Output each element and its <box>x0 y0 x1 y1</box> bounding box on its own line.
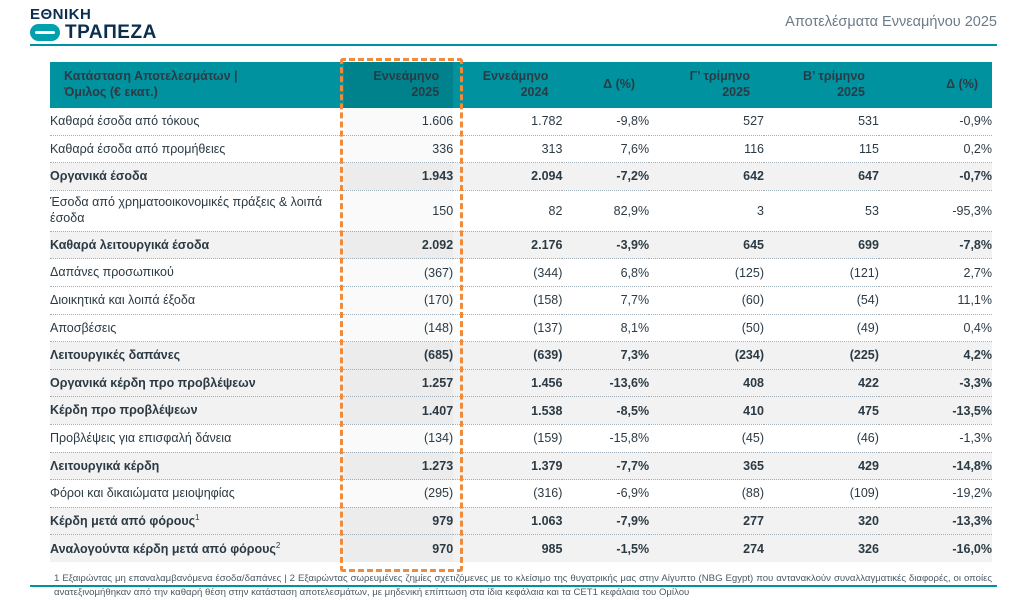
row-value: (121) <box>764 259 879 287</box>
row-value: 274 <box>649 535 764 562</box>
row-label: Κέρδη προ προβλέψεων <box>50 397 344 425</box>
column-header-statement <box>50 62 344 108</box>
row-value: 3 <box>649 190 764 231</box>
column-header-9m-2024 <box>453 62 562 108</box>
row-value: -7,7% <box>562 452 649 480</box>
row-value: 277 <box>649 507 764 535</box>
row-value: -13,3% <box>879 507 992 535</box>
page-title: Αποτελέσματα Εννεαμήνου 2025 <box>785 14 997 30</box>
nbg-logo <box>30 5 157 42</box>
column-header-q2-2025 <box>764 62 879 108</box>
row-value: 7,6% <box>562 135 649 163</box>
row-label: Έσοδα από χρηματοοικονομικές πράξεις & λοιπά έσοδα <box>50 190 344 231</box>
column-header-9m-2025-line1: Εννεάμηνο <box>373 69 440 84</box>
row-value: 82 <box>453 190 562 231</box>
row-value: (134) <box>344 424 453 452</box>
row-value: -7,2% <box>562 163 649 191</box>
row-value: 1.606 <box>344 108 453 135</box>
table-row <box>50 507 992 535</box>
row-value: 1.782 <box>453 108 562 135</box>
row-value: -9,8% <box>562 108 649 135</box>
row-value: -8,5% <box>562 397 649 425</box>
footnotes: 1 Εξαιρώντας μη επαναλαμβανόμενα έσοδα/δαπάνες | 2 Εξαιρώντας σωρευμένες ζημίες σχετιζόμενες με το κλείσιμο της θυγατρικής μας στην Αίγυπτο (NBG Egypt) που αντανακλούν συναλλαγματικές διαφορές, οι οποίες ανατεξινομήθηκαν από την καθαρή θέση στην κατάσταση αποτελεσμάτων, με μηδενική επίπτωση στα ίδια κεφάλαια και τα CET1 κεφάλαια του Ομίλου <box>54 572 992 598</box>
row-value: -1,3% <box>879 424 992 452</box>
table-row <box>50 135 992 163</box>
row-value: -3,3% <box>879 369 992 397</box>
row-value: (50) <box>649 314 764 342</box>
row-value: 8,1% <box>562 314 649 342</box>
row-label: Διοικητικά και λοιπά έξοδα <box>50 286 344 314</box>
row-label: Προβλέψεις για επισφαλή δάνεια <box>50 424 344 452</box>
row-value: (316) <box>453 480 562 508</box>
column-header-q3-2025-line1: Γ’ τρίμηνο <box>689 69 750 84</box>
row-value: 7,3% <box>562 342 649 370</box>
row-value: 6,8% <box>562 259 649 287</box>
row-value: (170) <box>344 286 453 314</box>
row-value: 7,7% <box>562 286 649 314</box>
logo-mark-icon <box>30 24 60 41</box>
row-value: -1,5% <box>562 535 649 562</box>
row-value: 1.943 <box>344 163 453 191</box>
row-label: Καθαρά έσοδα από τόκους <box>50 108 344 135</box>
row-value: 11,1% <box>879 286 992 314</box>
row-value: 320 <box>764 507 879 535</box>
column-header-q3-2025-line2: 2025 <box>722 85 750 99</box>
table-row <box>50 480 992 508</box>
row-value: 1.379 <box>453 452 562 480</box>
table-row <box>50 424 992 452</box>
row-value: 699 <box>764 231 879 259</box>
row-value: (60) <box>649 286 764 314</box>
row-value: 645 <box>649 231 764 259</box>
row-value: 313 <box>453 135 562 163</box>
row-value: 527 <box>649 108 764 135</box>
row-label: Καθαρά έσοδα από προμήθειες <box>50 135 344 163</box>
row-label: Οργανικά έσοδα <box>50 163 344 191</box>
row-value: -7,9% <box>562 507 649 535</box>
row-value: -16,0% <box>879 535 992 562</box>
logo-text-line2: ΤΡΑΠΕΖΑ <box>65 21 157 43</box>
row-value: 4,2% <box>879 342 992 370</box>
row-value: (158) <box>453 286 562 314</box>
table-row <box>50 369 992 397</box>
row-label: Δαπάνες προσωπικού <box>50 259 344 287</box>
row-value: (639) <box>453 342 562 370</box>
row-value: (367) <box>344 259 453 287</box>
logo-text-line1: ΕΘΝΙΚΗ <box>30 5 92 23</box>
row-value: 422 <box>764 369 879 397</box>
table-row <box>50 163 992 191</box>
row-value: -95,3% <box>879 190 992 231</box>
row-value: 150 <box>344 190 453 231</box>
row-value: (344) <box>453 259 562 287</box>
row-value: (685) <box>344 342 453 370</box>
row-value: 82,9% <box>562 190 649 231</box>
footer-divider <box>30 585 997 588</box>
financial-table-wrapper <box>50 62 992 562</box>
row-value: 647 <box>764 163 879 191</box>
row-value: 475 <box>764 397 879 425</box>
table-row <box>50 452 992 480</box>
column-header-delta-yoy <box>562 62 649 108</box>
row-value: (46) <box>764 424 879 452</box>
table-row <box>50 535 992 562</box>
column-header-delta-qoq-line1: Δ (%) <box>946 77 978 92</box>
row-value: (148) <box>344 314 453 342</box>
column-header-delta-yoy-line1: Δ (%) <box>603 77 636 92</box>
row-value: -6,9% <box>562 480 649 508</box>
row-value: -3,9% <box>562 231 649 259</box>
row-value: 2.092 <box>344 231 453 259</box>
row-value: -14,8% <box>879 452 992 480</box>
header-divider <box>30 44 997 47</box>
row-value: 0,4% <box>879 314 992 342</box>
row-value: (45) <box>649 424 764 452</box>
row-value: -19,2% <box>879 480 992 508</box>
column-header-statement-line1: Κατάσταση Αποτελεσμάτων | <box>64 69 238 84</box>
column-header-q2-2025-line1: Β’ τρίμηνο <box>802 69 865 84</box>
row-label: Λειτουργικές δαπάνες <box>50 342 344 370</box>
table-row <box>50 259 992 287</box>
row-label: Αποσβέσεις <box>50 314 344 342</box>
column-header-9m-2024-line1: Εννεάμηνο <box>482 69 549 84</box>
row-label: Κέρδη μετά από φόρους$^1$ <box>50 507 344 535</box>
footnote-marker: 1 <box>195 513 200 523</box>
table-row <box>50 231 992 259</box>
row-value: 429 <box>764 452 879 480</box>
column-header-q2-2025-line2: 2025 <box>837 85 865 99</box>
row-value: (137) <box>453 314 562 342</box>
row-value: 326 <box>764 535 879 562</box>
column-header-9m-2025 <box>344 62 453 108</box>
row-value: (125) <box>649 259 764 287</box>
page-header <box>0 0 1025 46</box>
row-value: (295) <box>344 480 453 508</box>
row-value: (159) <box>453 424 562 452</box>
row-value: 0,2% <box>879 135 992 163</box>
row-value: 642 <box>649 163 764 191</box>
row-label: Αναλογούντα κέρδη μετά από φόρους$^2$ <box>50 535 344 562</box>
table-header-row <box>50 62 992 108</box>
row-value: 1.407 <box>344 397 453 425</box>
row-value: 1.257 <box>344 369 453 397</box>
row-value: 408 <box>649 369 764 397</box>
column-header-9m-2024-line2: 2024 <box>520 85 549 99</box>
financial-table <box>50 62 992 562</box>
table-row <box>50 342 992 370</box>
row-value: 115 <box>764 135 879 163</box>
row-value: 985 <box>453 535 562 562</box>
row-value: 1.273 <box>344 452 453 480</box>
row-value: 116 <box>649 135 764 163</box>
row-value: 410 <box>649 397 764 425</box>
row-value: 2,7% <box>879 259 992 287</box>
row-value: 1.063 <box>453 507 562 535</box>
table-row <box>50 286 992 314</box>
row-label: Οργανικά κέρδη προ προβλέψεων <box>50 369 344 397</box>
column-header-statement-line2: Όμιλος (€ εκατ.) <box>64 85 158 99</box>
row-value: -13,6% <box>562 369 649 397</box>
column-header-q3-2025 <box>649 62 764 108</box>
row-label: Καθαρά λειτουργικά έσοδα <box>50 231 344 259</box>
table-row <box>50 397 992 425</box>
table-row <box>50 314 992 342</box>
table-row <box>50 190 992 231</box>
row-value: 979 <box>344 507 453 535</box>
row-value: 53 <box>764 190 879 231</box>
row-label: Φόροι και δικαιώματα μειοψηφίας <box>50 480 344 508</box>
row-value: (109) <box>764 480 879 508</box>
row-value: -0,9% <box>879 108 992 135</box>
row-value: -15,8% <box>562 424 649 452</box>
row-value: 970 <box>344 535 453 562</box>
table-row <box>50 108 992 135</box>
row-value: -7,8% <box>879 231 992 259</box>
row-value: 1.538 <box>453 397 562 425</box>
row-value: -13,5% <box>879 397 992 425</box>
row-label: Λειτουργικά κέρδη <box>50 452 344 480</box>
row-value: -0,7% <box>879 163 992 191</box>
column-header-delta-qoq <box>879 62 992 108</box>
table-body <box>50 108 992 562</box>
row-value: 531 <box>764 108 879 135</box>
row-value: (225) <box>764 342 879 370</box>
row-value: 336 <box>344 135 453 163</box>
row-value: (88) <box>649 480 764 508</box>
row-value: 2.176 <box>453 231 562 259</box>
column-header-9m-2025-line2: 2025 <box>411 85 440 99</box>
row-value: (49) <box>764 314 879 342</box>
footnote-marker: 2 <box>275 540 281 550</box>
row-value: 365 <box>649 452 764 480</box>
row-value: (54) <box>764 286 879 314</box>
row-value: 1.456 <box>453 369 562 397</box>
row-value: (234) <box>649 342 764 370</box>
row-value: 2.094 <box>453 163 562 191</box>
